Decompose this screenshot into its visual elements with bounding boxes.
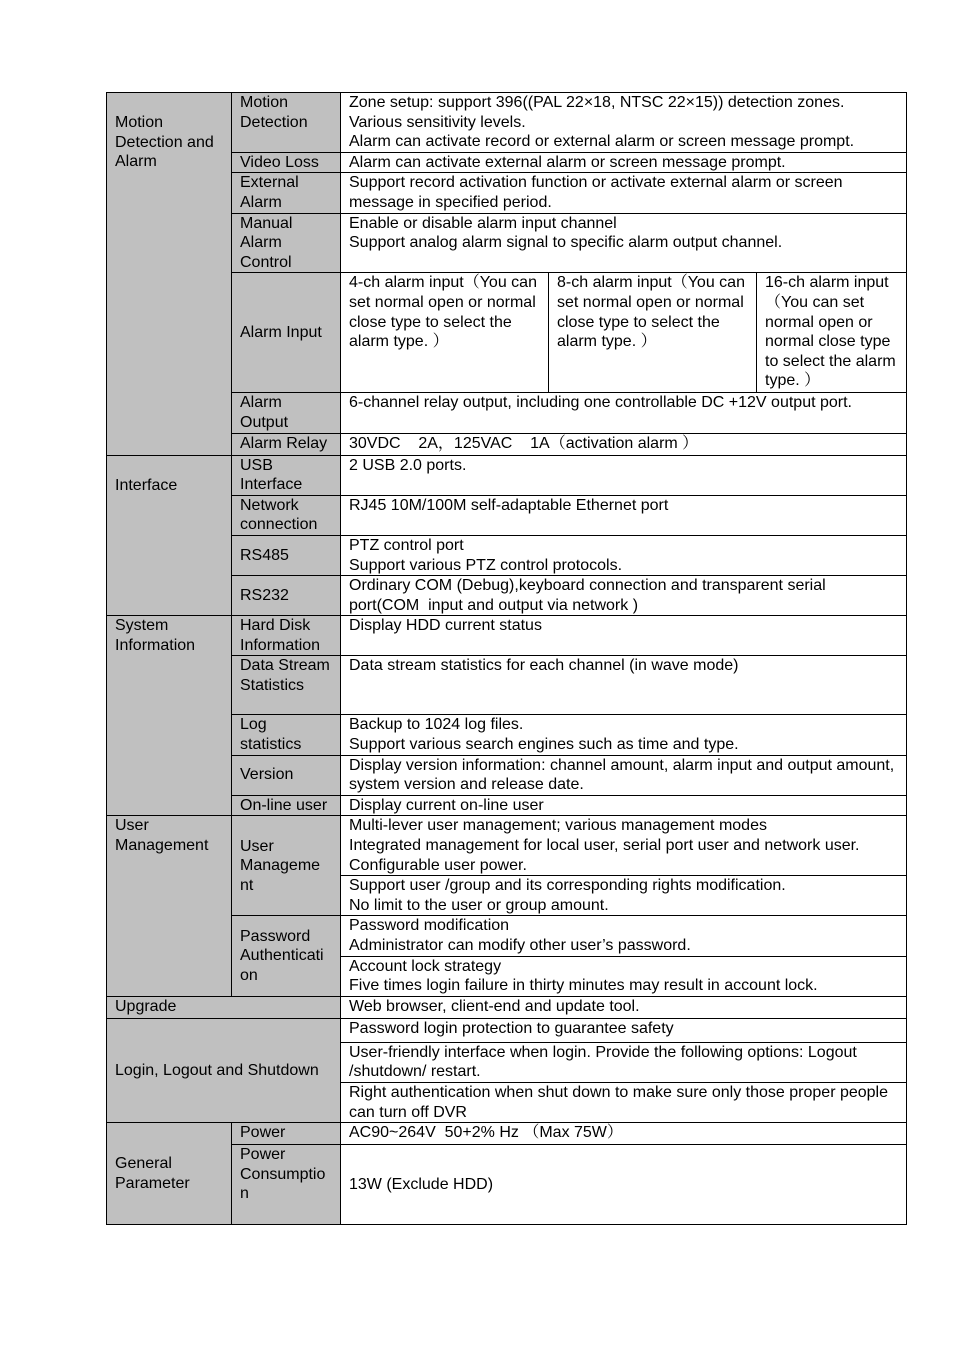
- desc-external-alarm: Support record activation function or activate external alarm or screen message in specified period.: [341, 173, 907, 213]
- table-row: [107, 1018, 907, 1042]
- sub-network-connection: Network connection: [232, 495, 341, 535]
- sub-alarm-input: Alarm Input: [232, 273, 341, 393]
- sub-version: Version: [232, 755, 341, 795]
- desc-rs232: Ordinary COM (Debug),keyboard connection and transparent serial port(COM input and output via network ): [341, 576, 907, 616]
- alarm-input-option-16ch: 16-ch alarm input（You can set normal open or normal close type to select the alarm type. ）: [757, 273, 907, 393]
- alarm-input-option-8ch: 8-ch alarm input（You can set normal open or normal close type to select the alarm type. ）: [549, 273, 757, 393]
- sub-data-stream-statistics: Data Stream Statistics: [232, 656, 341, 715]
- sub-manual-alarm-control: Manual Alarm Control: [232, 213, 341, 273]
- category-user-management: User Management: [107, 816, 232, 996]
- sub-hard-disk-information: Hard Disk Information: [232, 616, 341, 656]
- category-system-information: System Information: [107, 616, 232, 816]
- desc-data-stream-statistics: Data stream statistics for each channel (in wave mode): [341, 656, 907, 715]
- table-row: [107, 996, 907, 1018]
- desc-alarm-relay: 30VDC 2A，125VAC 1A（activation alarm ）: [341, 433, 907, 455]
- table-row: [107, 93, 907, 153]
- category-general-parameter: General Parameter: [107, 1123, 232, 1225]
- sub-online-user: On-line user: [232, 795, 341, 816]
- category-upgrade: Upgrade: [107, 996, 341, 1018]
- desc-version: Display version information: channel amount, alarm input and output amount, system version and release date.: [341, 755, 907, 795]
- category-interface: Interface: [107, 455, 232, 616]
- desc-account-lock: Account lock strategy Five times login failure in thirty minutes may result in account lock.: [341, 956, 907, 996]
- sub-log-statistics: Log statistics: [232, 715, 341, 755]
- sub-usb-interface: USB Interface: [232, 455, 341, 495]
- desc-rs485: PTZ control port Support various PTZ control protocols.: [341, 535, 907, 575]
- desc-log-statistics: Backup to 1024 log files. Support various search engines such as time and type.: [341, 715, 907, 755]
- desc-login-protection: Password login protection to guarantee safety: [341, 1018, 907, 1042]
- sub-video-loss: Video Loss: [232, 152, 341, 173]
- table-row: [107, 455, 907, 495]
- desc-user-management-modes: Multi-lever user management; various management modes Integrated management for local user, serial port user and network user. Configurable user power.: [341, 816, 907, 876]
- desc-video-loss: Alarm can activate external alarm or screen message prompt.: [341, 152, 907, 173]
- sub-password-authentication: Password Authenticati on: [232, 916, 341, 996]
- sub-external-alarm: External Alarm: [232, 173, 341, 213]
- table-row: [107, 1123, 907, 1145]
- sub-user-management: User Manageme nt: [232, 816, 341, 916]
- alarm-input-option-4ch: 4-ch alarm input（You can set normal open or normal close type to select the alarm type. ）: [341, 273, 549, 393]
- sub-alarm-output: Alarm Output: [232, 393, 341, 433]
- desc-password-modification: Password modification Administrator can modify other user’s password.: [341, 916, 907, 956]
- desc-manual-alarm-control: Enable or disable alarm input channel Support analog alarm signal to specific alarm output channel.: [341, 213, 907, 273]
- desc-network-connection: RJ45 10M/100M self-adaptable Ethernet port: [341, 495, 907, 535]
- desc-usb-interface: 2 USB 2.0 ports.: [341, 455, 907, 495]
- desc-power-consumption: 13W (Exclude HDD): [341, 1145, 907, 1225]
- sub-rs232: RS232: [232, 576, 341, 616]
- sub-rs485: RS485: [232, 535, 341, 575]
- desc-shutdown-authentication: Right authentication when shut down to make sure only those proper people can turn off DVR: [341, 1082, 907, 1122]
- desc-power: AC90~264V 50+2% Hz （Max 75W）: [341, 1123, 907, 1145]
- sub-motion-detection: Motion Detection: [232, 93, 341, 153]
- desc-alarm-output: 6-channel relay output, including one controllable DC +12V output port.: [341, 393, 907, 433]
- desc-online-user: Display current on-line user: [341, 795, 907, 816]
- category-login-logout-shutdown: Login, Logout and Shutdown: [107, 1018, 341, 1122]
- table-row: [107, 616, 907, 656]
- desc-hard-disk-information: Display HDD current status: [341, 616, 907, 656]
- spec-table: [106, 92, 907, 1225]
- desc-login-options: User-friendly interface when login. Provide the following options: Logout /shutdown/ restart.: [341, 1042, 907, 1082]
- category-motion-detection-alarm: Motion Detection and Alarm: [107, 93, 232, 456]
- desc-motion-detection: Zone setup: support 396((PAL 22×18, NTSC 22×15)) detection zones. Various sensitivity levels. Alarm can activate record or external alarm or screen message prompt.: [341, 93, 907, 153]
- desc-user-group-rights: Support user /group and its corresponding rights modification. No limit to the user or group amount.: [341, 876, 907, 916]
- table-row: [107, 816, 907, 876]
- desc-upgrade: Web browser, client-end and update tool.: [341, 996, 907, 1018]
- sub-power: Power: [232, 1123, 341, 1145]
- sub-alarm-relay: Alarm Relay: [232, 433, 341, 455]
- sub-power-consumption: Power Consumptio n: [232, 1145, 341, 1225]
